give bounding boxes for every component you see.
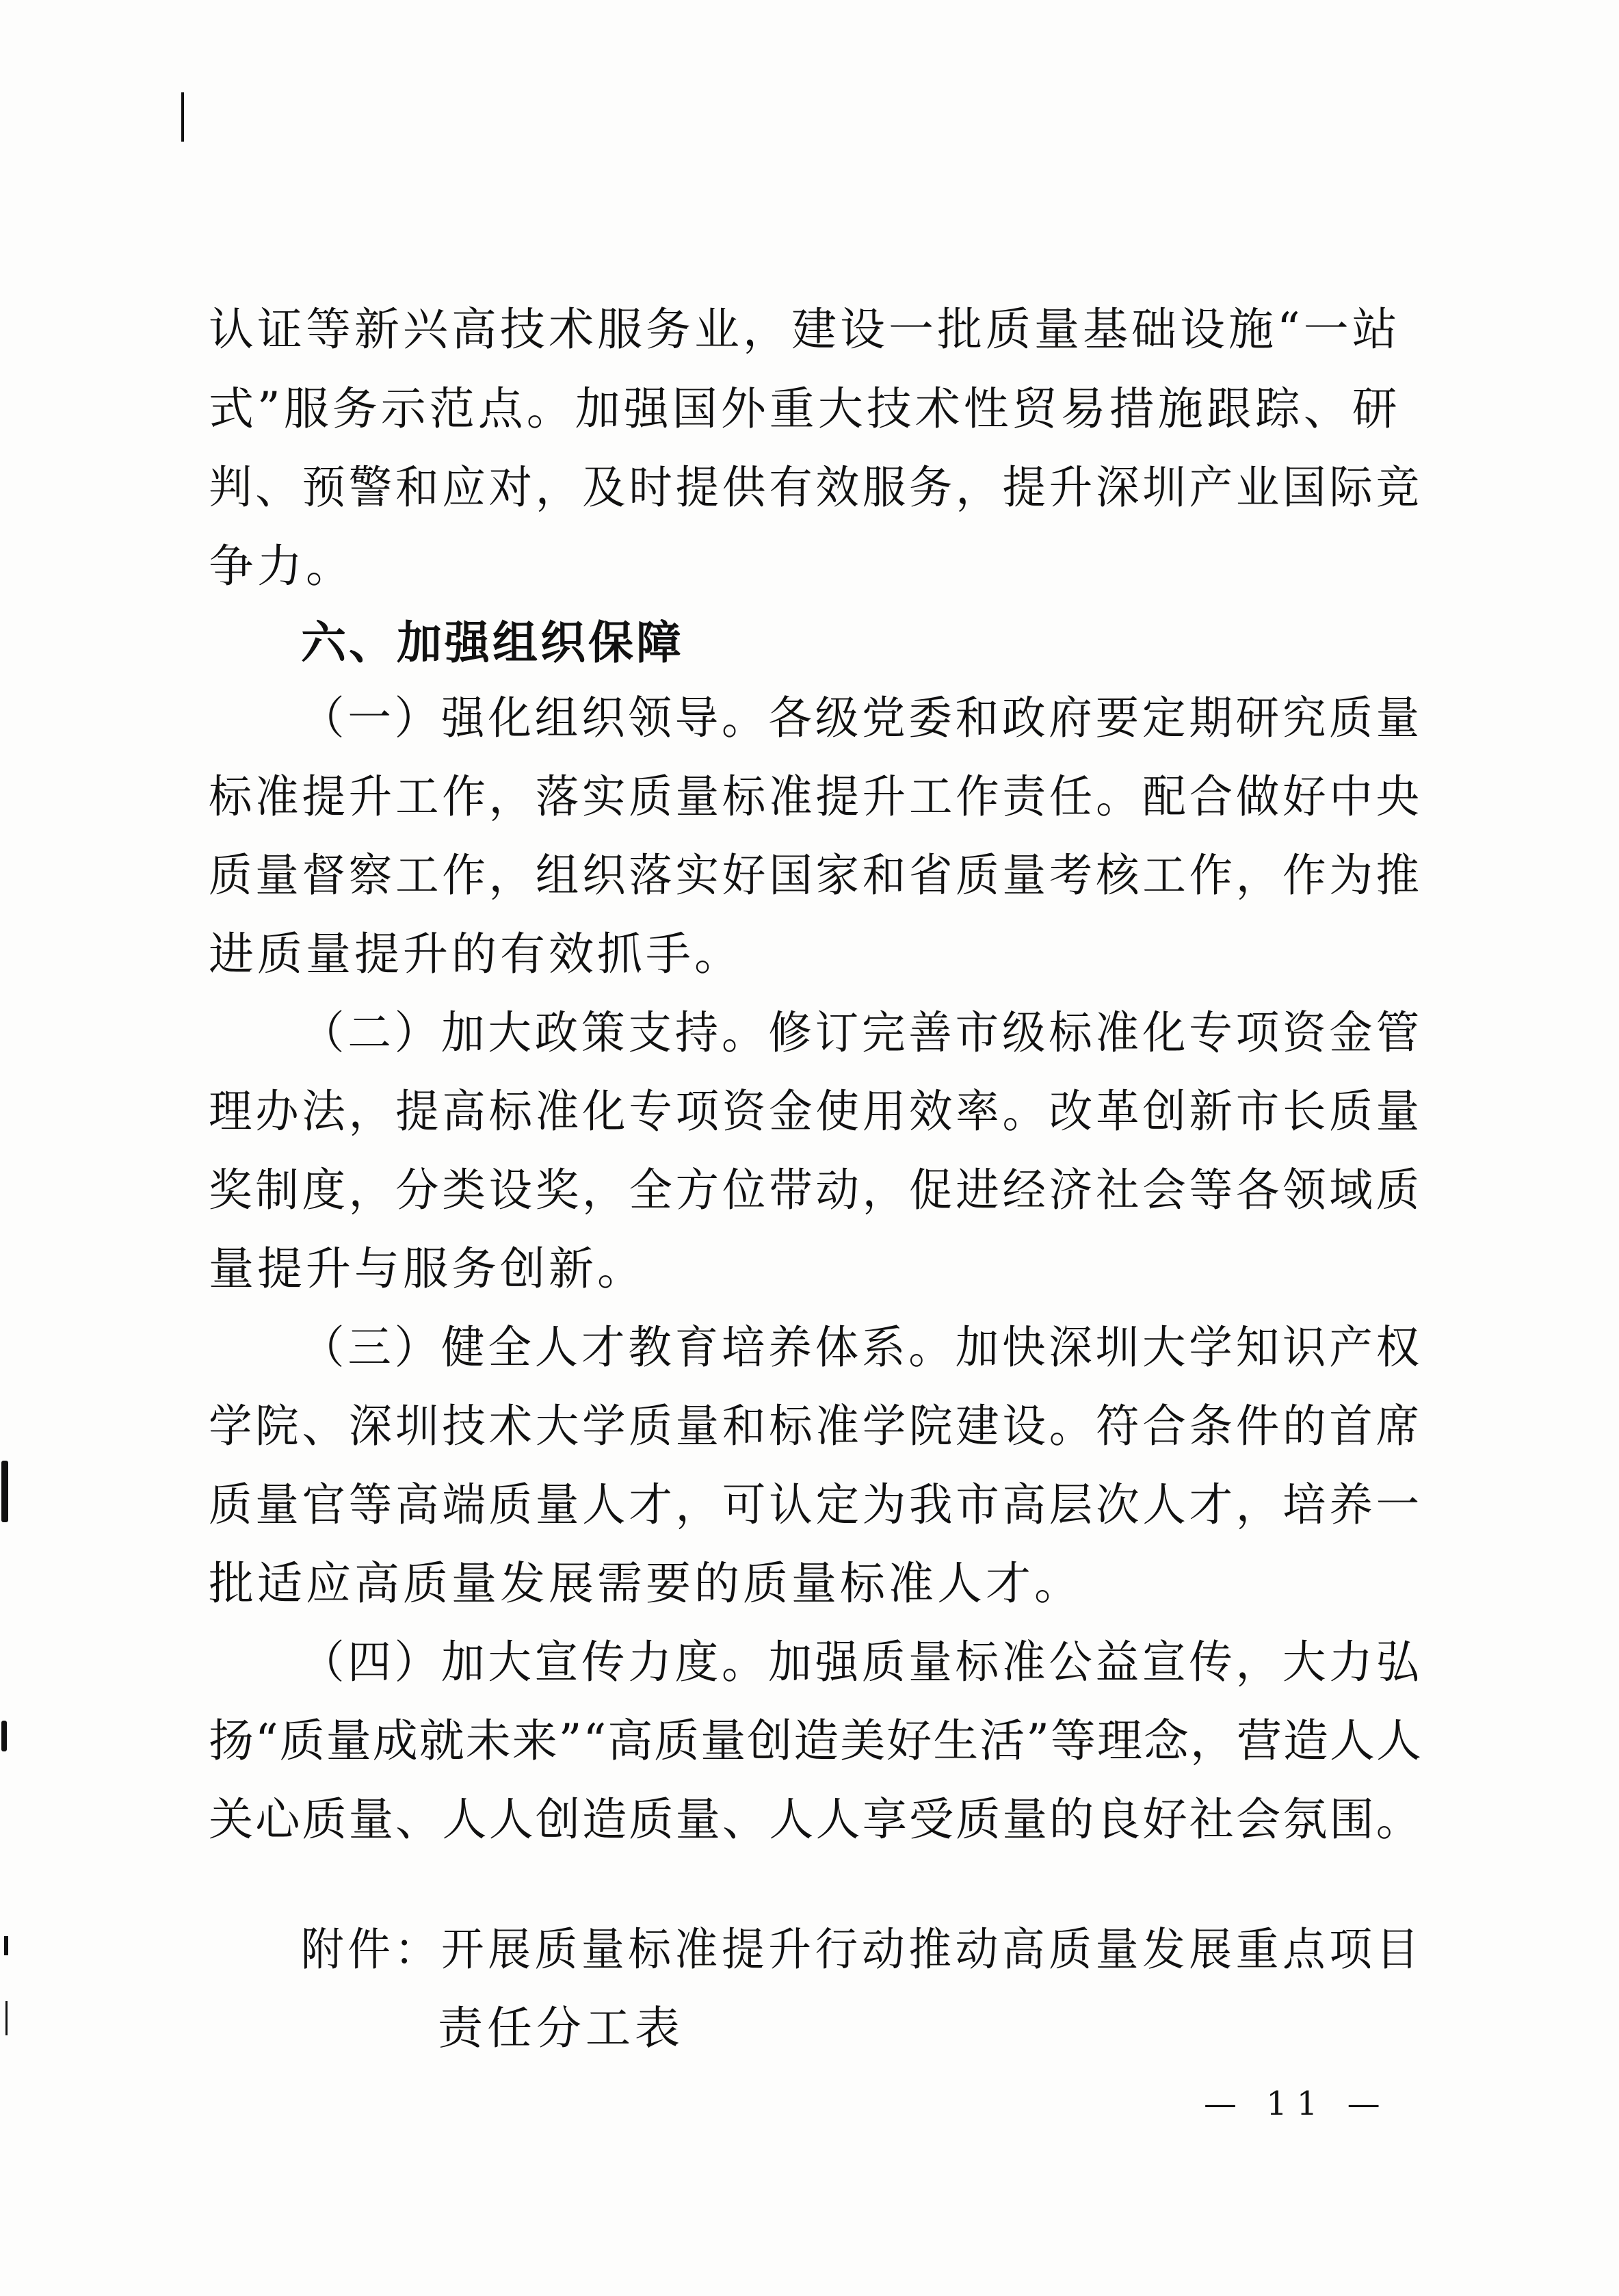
section-2-line-4: 量提升与服务创新。 [209,1242,646,1295]
attachment-title-1: 开展质量标准提升行动推动高质量发展重点项目 [441,1923,1423,1976]
section-2-line-2: 理办法，提高标准化专项资金使用效率。改革创新市长质量 [209,1085,1423,1138]
section-3-line-3: 质量官等高端质量人才，可认定为我市高层次人才，培养一 [209,1478,1423,1531]
section-heading: 六、加强组织保障 [301,616,684,669]
section-1-line-2: 标准提升工作，落实质量标准提升工作责任。配合做好中央 [209,770,1423,823]
section-3-line-4: 批适应高质量发展需要的质量标准人才。 [209,1557,1083,1610]
attachment-line-1 [301,1919,1423,1981]
section-4-title: （四）加大宣传力度。 [301,1636,769,1688]
page-number: — 11 — [1204,2085,1390,2123]
section-1-line-4: 进质量提升的有效抓手。 [209,928,743,980]
section-1-title: （一）强化组织领导。 [301,692,769,744]
body-line-2: 式”服务示范点。加强国外重大技术性贸易措施跟踪、研 [209,382,1401,435]
section-4-text: 加强质量标准公益宣传，大力弘 [768,1636,1423,1688]
section-3-title: （三）健全人才教育培养体系。 [301,1321,956,1374]
section-1-first-line [301,688,1423,749]
scan-mark-left-2 [1,1721,7,1751]
scan-mark-left-4 [5,2001,8,2035]
section-4-line-2: 扬“质量成就未来”“高质量创造美好生活”等理念，营造人人 [209,1714,1423,1767]
body-line-4: 争力。 [209,540,354,592]
section-3-line-2: 学院、深圳技术大学质量和标准学院建设。符合条件的首席 [209,1400,1423,1452]
section-3-first-line [301,1317,1423,1379]
scan-mark-top [181,92,184,142]
scan-mark-left-1 [1,1461,8,1522]
scan-mark-left-3 [4,1936,8,1955]
attachment-title-2: 责任分工表 [438,2002,684,2054]
body-line-3: 判、预警和应对，及时提供有效服务，提升深圳产业国际竞 [209,461,1423,514]
body-line-1: 认证等新兴高技术服务业，建设一批质量基础设施“一站 [209,303,1401,356]
section-4-first-line [301,1632,1423,1693]
section-4-line-3: 关心质量、人人创造质量、人人享受质量的良好社会氛围。 [209,1793,1423,1846]
section-2-text: 修订完善市级标准化专项资金管 [768,1006,1423,1059]
section-2-first-line [301,1002,1423,1064]
attachment-label: 附件： [301,1923,442,1976]
section-2-line-3: 奖制度，分类设奖，全方位带动，促进经济社会等各领域质 [209,1164,1423,1216]
section-1-text: 各级党委和政府要定期研究质量 [768,692,1423,744]
section-2-title: （二）加大政策支持。 [301,1006,769,1059]
section-3-text: 加快深圳大学知识产权 [955,1321,1423,1374]
section-1-line-3: 质量督察工作，组织落实好国家和省质量考核工作，作为推 [209,849,1423,902]
